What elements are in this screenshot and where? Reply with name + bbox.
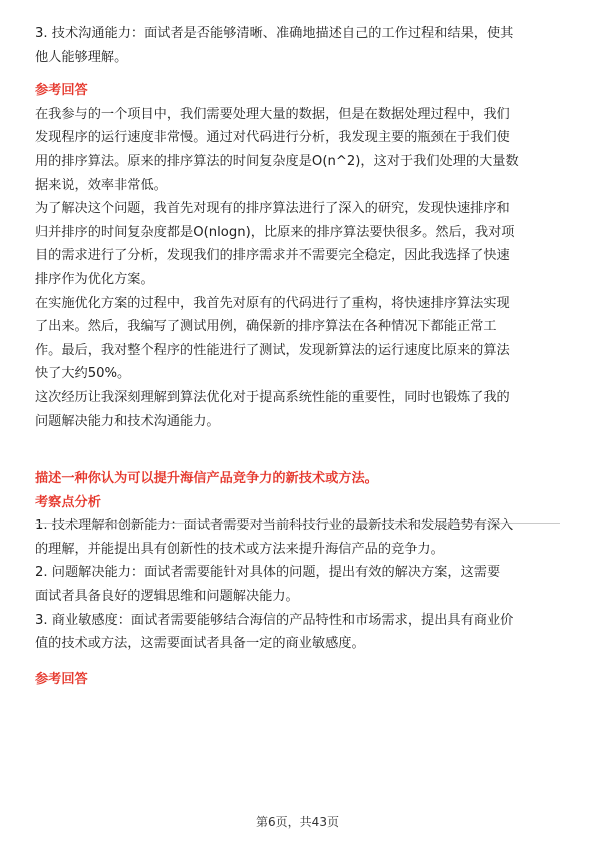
question-title: 描述一种你认为可以提升海信产品竞争力的新技术或方法。	[35, 471, 378, 487]
page-number: 第6页，共43页	[256, 815, 339, 829]
section-divider	[35, 523, 560, 524]
answer-paragraph-3: 在实施优化方案的过程中，我首先对原有的代码进行了重构，将快速排序算法实现 了出来。然后，我编写了测试用例，确保新的排序算法在各种情况下都能正常工 作。最后，我对整个程序的性能进行了测试，发现新算法的运行速度比原来的算法 快了大约50%。	[35, 295, 510, 382]
analysis-item-3b: 3. 商业敏感度：面试者需要能够结合海信的产品特性和市场需求，提出具有商业价 值的技术或方法，这需要面试者具备一定的商业敏感度。	[35, 612, 514, 652]
analysis-heading: 考察点分析	[35, 494, 101, 510]
reference-answer-heading: 参考回答	[35, 83, 88, 99]
answer-paragraph-1: 在我参与的一个项目中，我们需要处理大量的数据，但是在数据处理过程中，我们 发现程序的运行速度非常慢。通过对代码进行分析，我发现主要的瓶颈在于我们使 用的排序算法。原来的排序算法的时间复杂度是O(n^2)，这对于我们处理的大量数 据来说，效率非常低。	[35, 106, 519, 193]
analysis-item-2: 2. 问题解决能力：面试者需要能针对具体的问题，提出有效的解决方案，这需要 面试者具备良好的逻辑思维和问题解决能力。	[35, 565, 501, 605]
answer-paragraph-4: 这次经历让我深刻理解到算法优化对于提高系统性能的重要性，同时也锻炼了我的 问题解决能力和技术沟通能力。	[35, 389, 510, 429]
analysis-item-1: 1. 技术理解和创新能力：面试者需要对当前科技行业的最新技术和发展趋势有深入 的理解，并能提出具有创新性的技术或方法来提升海信产品的竞争力。	[35, 518, 514, 557]
page-content	[35, 22, 563, 691]
analysis-item-3: 3. 技术沟通能力：面试者是否能够清晰、准确地描述自己的工作过程和结果，使其 他人能够理解。	[35, 26, 514, 65]
answer-paragraph-2: 为了解决这个问题，我首先对现有的排序算法进行了深入的研究，发现快速排序和 归并排序的时间复杂度都是O(nlogn)，比原来的排序算法要快很多。然后，我对项 目的需求进行了分析，发现我们的排序需求并不需要完全稳定，因此我选择了快速 排序作为优化方案。	[35, 201, 515, 287]
reference-answer-heading-2: 参考回答	[35, 671, 88, 687]
